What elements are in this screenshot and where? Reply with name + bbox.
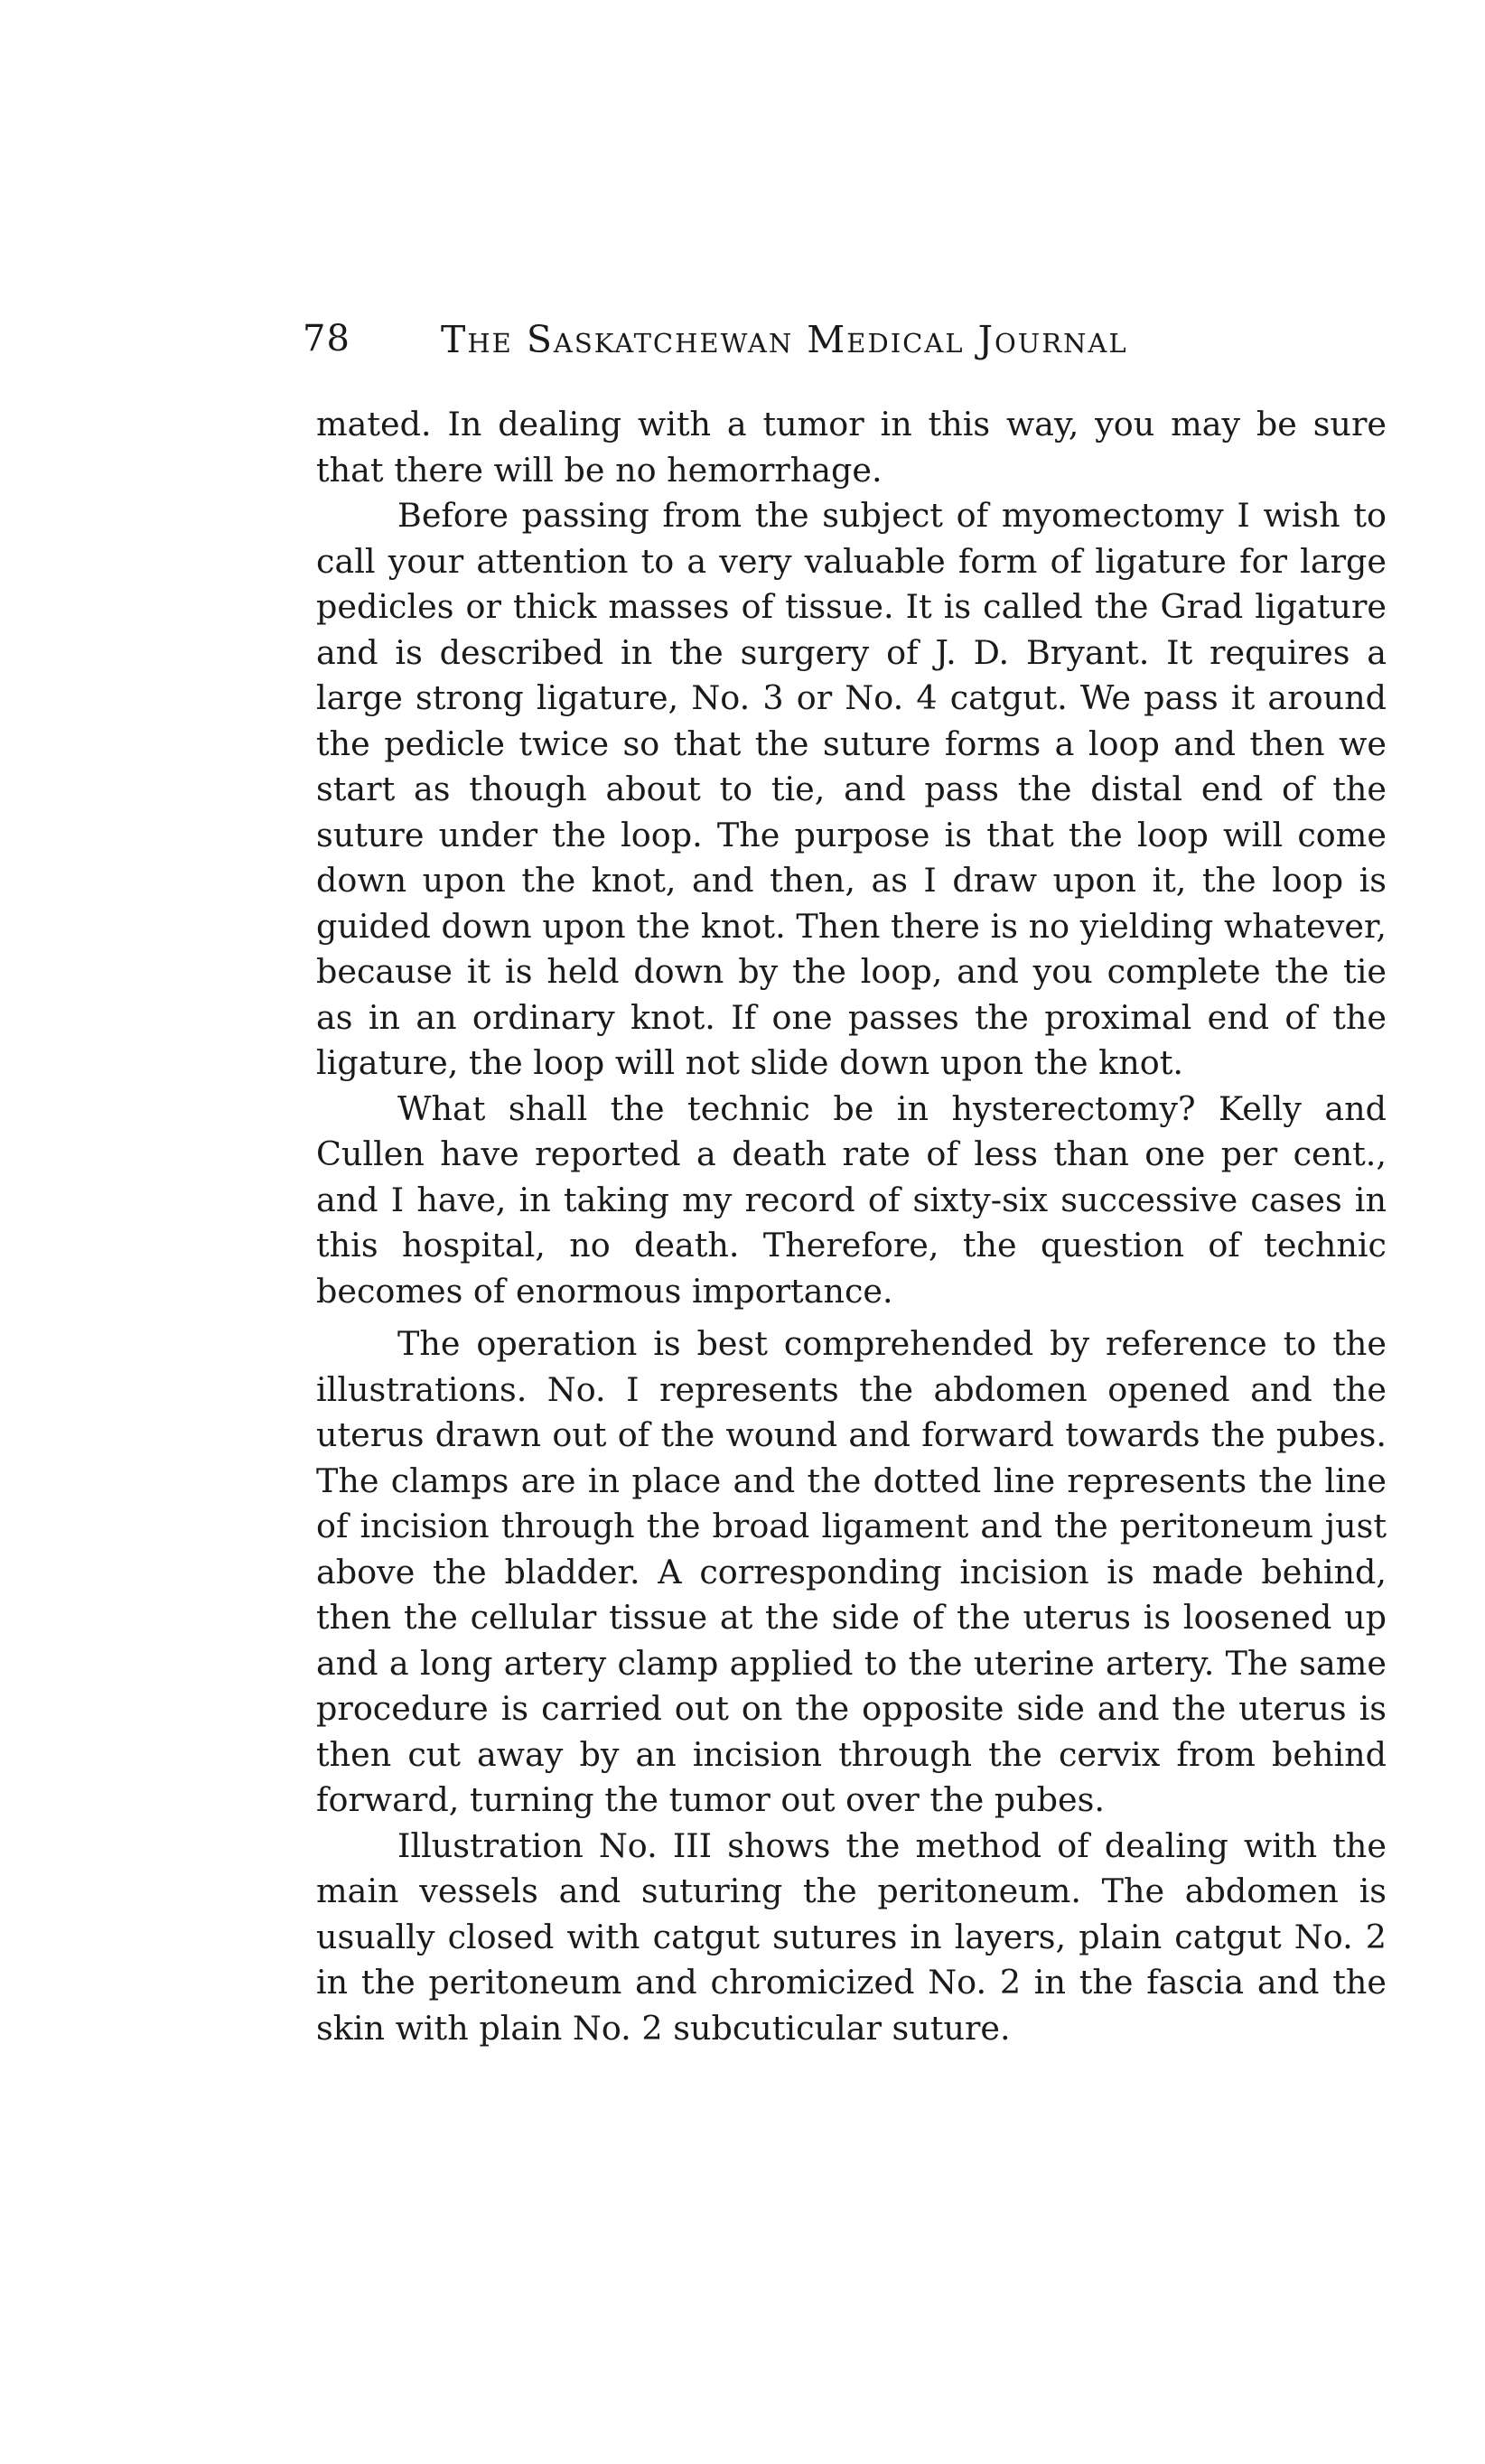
page-header: [303, 318, 1215, 372]
page-number: 78: [303, 318, 350, 359]
paragraph-grad-ligature: Before passing from the subject of myomectomy I wish to call your attention to a very valuable form of ligature for large pedicles or thick masses of tissue. It is called the Grad ligature and is described in the surgery of J. D. Bryant. It requires a large strong ligature, No. 3 or No. 4 catgut. We pass it around the pedicle twice so that the suture forms a loop and then we start as though about to tie, and pass the distal end of the suture under the loop. The purpose is that the loop will come down upon the knot, and then, as I draw upon it, the loop is guided down upon the knot. Then there is no yielding whatever, because it is held down by the loop, and you complete the tie as in an ordinary knot. If one passes the proximal end of the ligature, the loop will not slide down upon the knot.: [316, 496, 1387, 1082]
article-body: [316, 402, 1387, 2051]
paragraph-illustration-three: Illustration No. III shows the method of dealing with the main vessels and suturing the peritoneum. The abdomen is usually closed with catgut sutures in layers, plain catgut No. 2 in the peritoneum and chromicized No. 2 in the fascia and the skin with plain No. 2 subcuticular suture.: [316, 1825, 1387, 2048]
running-head: The Saskatchewan Medical Journal: [441, 318, 1128, 361]
paragraph-hysterectomy-technic: What shall the technic be in hysterectomy? Kelly and Cullen have reported a death rate of less than one per cent., and I have, in taking my record of sixty-six successive cases in this hospital, no death. Therefore, the question of technic becomes of enormous importance.: [316, 1088, 1387, 1311]
paragraph-continuation: mated. In dealing with a tumor in this way, you may be sure that there will be no hemorrhage.: [316, 405, 1387, 490]
paragraph-operation: The operation is best comprehended by reference to the illustrations. No. I represents the abdomen opened and the uterus drawn out of the wound and forward towards the pubes. The clamps are in place and the dotted line represents the line of incision through the broad ligament and the peritoneum just above the bladder. A corresponding incision is made behind, then the cellular tissue at the side of the uterus is loosened up and a long artery clamp applied to the uterine artery. The same procedure is carried out on the opposite side and the uterus is then cut away by an incision through the cervix from behind forward, turning the tumor out over the pubes.: [316, 1324, 1387, 1819]
